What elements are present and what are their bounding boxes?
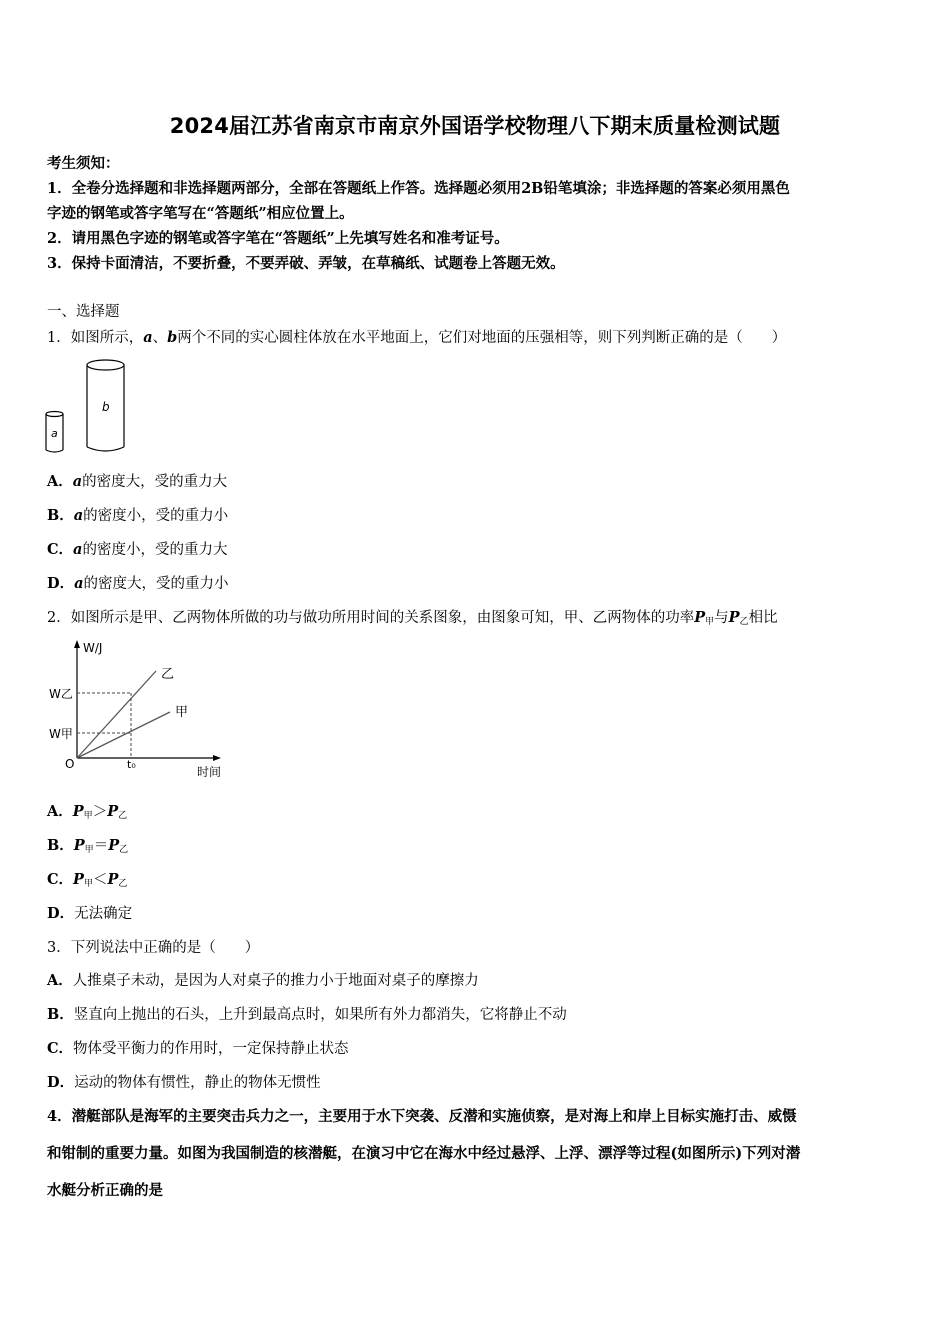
question-1-stem	[47, 326, 786, 347]
question-4-line-1: 4．潜艇部队是海军的主要突击兵力之一，主要用于水下突袭、反潜和实施侦察，是对海上和岸上目标实施打击、威慑	[47, 1108, 797, 1125]
line-yi-label: 乙	[161, 667, 175, 682]
q1-option-b[interactable]: B．a的密度小，受的重力小	[47, 507, 229, 524]
work-time-graph	[45, 636, 240, 784]
notice-item-2: 2．请用黑色字迹的钢笔或答字笔在“答题纸”上先填写姓名和准考证号。	[47, 230, 509, 247]
q1-option-c[interactable]: C．a的密度小，受的重力大	[47, 541, 228, 558]
cylinders-figure	[40, 355, 140, 460]
cylinder-b	[87, 360, 124, 451]
q2-option-a[interactable]: A．$P_甲>P_乙$	[47, 803, 128, 821]
y-axis-label: W/J	[83, 641, 103, 655]
q1-var-b: b	[167, 329, 178, 346]
q3-option-a[interactable]: A．人推桌子未动，是因为人对桌子的推力小于地面对桌子的摩擦力	[47, 972, 479, 989]
q2-option-d[interactable]: D．无法确定	[47, 905, 133, 922]
notice-item-1-line-1: 1．全卷分选择题和非选择题两部分，全部在答题纸上作答。选择题必须用2B铅笔填涂；非选择题的答案必须用黑色	[47, 180, 790, 197]
q3-option-b[interactable]: B．竖直向上抛出的石头，上升到最高点时，如果所有外力都消失，它将静止不动	[47, 1006, 567, 1023]
q1-option-a[interactable]: A．a的密度大，受的重力大	[47, 473, 228, 490]
w-jia-label: W甲	[49, 727, 73, 741]
question-4-line-3: 水艇分析正确的是	[47, 1182, 163, 1199]
q1-var-a: a	[143, 329, 153, 346]
q1-number: 1．如图所示，	[47, 330, 144, 346]
question-4-line-2: 和钳制的重要力量。如图为我国制造的核潜艇，在演习中它在海水中经过悬浮、上浮、漂浮等过程(如图所示)下列对潜	[47, 1145, 801, 1162]
q2-option-c[interactable]: C．$P_甲<P_乙$	[47, 871, 128, 889]
notice-item-3: 3．保持卡面清洁，不要折叠，不要弄破、弄皱，在草稿纸、试题卷上答题无效。	[47, 255, 565, 272]
t0-label: t₀	[127, 758, 136, 771]
question-3-stem: 3．下列说法中正确的是（ ）	[47, 940, 260, 956]
line-jia-label: 甲	[175, 705, 189, 720]
cylinder-a-label: a	[51, 427, 58, 440]
q1-option-d[interactable]: D．a的密度大，受的重力小	[47, 575, 229, 592]
w-yi-label: W乙	[49, 687, 73, 701]
question-2-stem: 2．如图所示是甲、乙两物体所做的功与做功所用时间的关系图象，由图象可知，甲、乙两物体的功率$P_甲$与$P_乙$相比	[47, 609, 778, 627]
notice-heading: 考生须知：	[47, 155, 120, 172]
line-yi	[77, 671, 156, 758]
cylinder-b-label: b	[102, 400, 110, 414]
notice-item-1-line-2: 字迹的钢笔或答字笔写在“答题纸”相应位置上。	[47, 205, 354, 222]
q3-option-c[interactable]: C．物体受平衡力的作用时，一定保持静止状态	[47, 1040, 349, 1057]
cylinder-a	[46, 412, 63, 453]
q1-rest: 两个不同的实心圆柱体放在水平地面上，它们对地面的压强相等，则下列判断正确的是（ ）	[177, 330, 787, 346]
q3-option-d[interactable]: D．运动的物体有惯性，静止的物体无惯性	[47, 1074, 321, 1091]
section-heading: 一、选择题	[47, 304, 120, 320]
q1-sep: 、	[152, 330, 168, 346]
page-title: 2024届江苏省南京市南京外国语学校物理八下期末质量检测试题	[169, 114, 781, 138]
q2-option-b[interactable]: B．$P_甲=P_乙$	[47, 837, 129, 855]
x-axis-label: 时间	[197, 765, 222, 779]
line-jia	[77, 712, 170, 758]
origin-label: O	[65, 757, 75, 771]
